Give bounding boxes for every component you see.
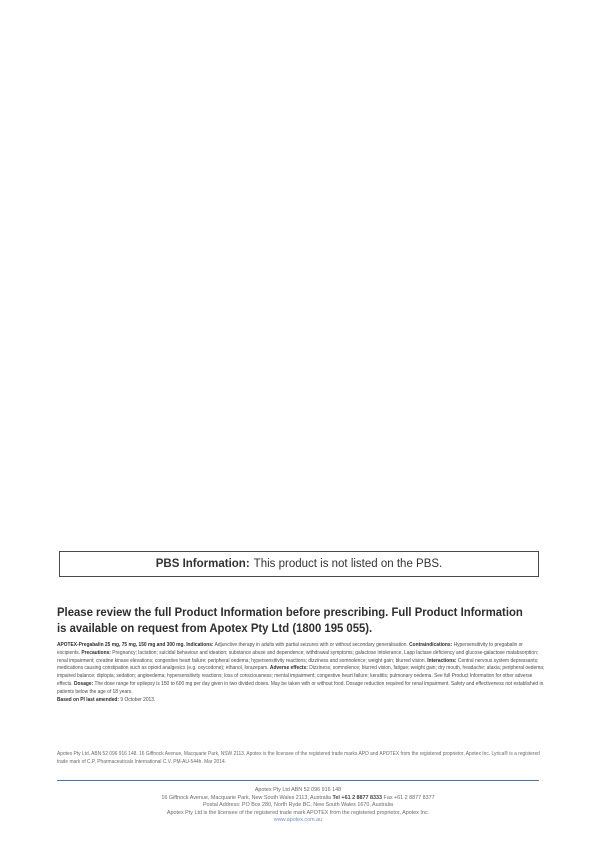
adverse-effects-label: Adverse effects: xyxy=(269,665,308,672)
pbs-information-box xyxy=(59,551,539,577)
pbs-text: This product is not listed on the PBS. xyxy=(253,558,443,570)
dosage-text: The dose range for epilepsy is 150 to 600 mg per day given in two divided doses. May be taken with or without food. Dosage reduction required for renal impairment. Safety and effectiveness not established in patients below the age of 18 years. xyxy=(57,680,544,695)
footer-postal-address: Postal Address: PO Box 280, North Ryde BC, New South Wales 1670, Australia xyxy=(202,802,394,808)
pi-heading-line-1: Please review the full Product Information before prescribing. Full Product Information xyxy=(57,605,523,619)
footer-tel-label: Tel xyxy=(332,794,340,801)
footer-fax: Fax +61 2 8877 8377 xyxy=(383,794,435,801)
adverse-effects-text: Dizziness; somnolence; blurred vision, fatigue; weight gain; dry mouth, headache; ataxia; peripheral oedema; impaired balance; diplopia; sedation; angioedema; hypersensitivity reactions; loss of consciousness; mental impairment; congestive heart failure; keratitis; pulmonary oedema. See full Product Information for other adverse effects. xyxy=(57,665,545,687)
precautions-label: Precautions: xyxy=(81,649,111,656)
interactions-text: Central nervous system depressants; medications causing constipation such as opioid analgesics (e.g. oxycodone); ethanol, lorazepam. xyxy=(57,657,539,672)
interactions-label: Interactions: xyxy=(427,657,457,664)
product-information-summary xyxy=(57,642,545,704)
footer-street-address: 16 Giffnock Avenue, Macquarie Park, New South Wales 2113, Australia xyxy=(161,794,332,801)
product-label: APOTEX-Pregabalin 25 mg, 75 mg, 150 mg and 300 mg. xyxy=(57,642,185,648)
product-information-heading xyxy=(57,604,523,636)
footer-tel-number: +61 2 8877 8333 xyxy=(341,794,383,801)
precautions-text: Pregnancy; lactation; suicidal behaviour and ideation; substance abuse and dependence; withdrawal symptoms; galactose intolerance, Lapp lactase deficiency and glucose-galactose malabsorption; renal impairment; creatine kinase elevations; congestive heart failure; peripheral oedema; hypersensitivity reactions; dizziness and somnolence; weight gain; blurred vision. xyxy=(57,649,539,664)
amended-date: 9 October 2013. xyxy=(120,696,156,703)
indications-label: Indications: xyxy=(186,642,214,648)
footer-company-line: Apotex Pty Ltd ABN 52 096 916 148 xyxy=(254,787,342,793)
dosage-label: Dosage: xyxy=(73,680,94,687)
company-footer xyxy=(57,787,539,825)
footer-address-line xyxy=(57,795,539,803)
footer-trademark-note: Apotex Pty Ltd is the licensee of the registered trade mark APOTEX from the registered proprietor, Apotex Inc. xyxy=(166,809,430,816)
licence-note: Apotex Pty Ltd. ABN 52 096 916 148. 16 Giffnock Avenue, Macquarie Park, NSW 2113. Apotex is the licensee of the registered trade marks APO and APOTEX from the registered proprietor, Apotex Inc. Lyrica® is a registered trade mark of C.P. Pharmaceuticals International C.V. PM-AU-544h. Mar 2014. xyxy=(57,751,540,765)
pbs-label: PBS Information: xyxy=(155,558,250,570)
contraindications-text: Hypersensitivity to pregabalin or excipients. xyxy=(57,642,523,656)
contraindications-label: Contraindications: xyxy=(409,642,453,648)
footer-website-link[interactable]: www.apotex.com.au xyxy=(273,817,323,823)
pi-heading-line-2: is available on request from Apotex Pty Ltd (1800 195 055). xyxy=(57,621,373,635)
indications-text: Adjunctive therapy in adults with partial seizures with or without secondary generalisation. xyxy=(214,642,408,648)
footer-divider xyxy=(57,780,539,781)
amended-label: Based on PI last amended: xyxy=(57,696,120,703)
